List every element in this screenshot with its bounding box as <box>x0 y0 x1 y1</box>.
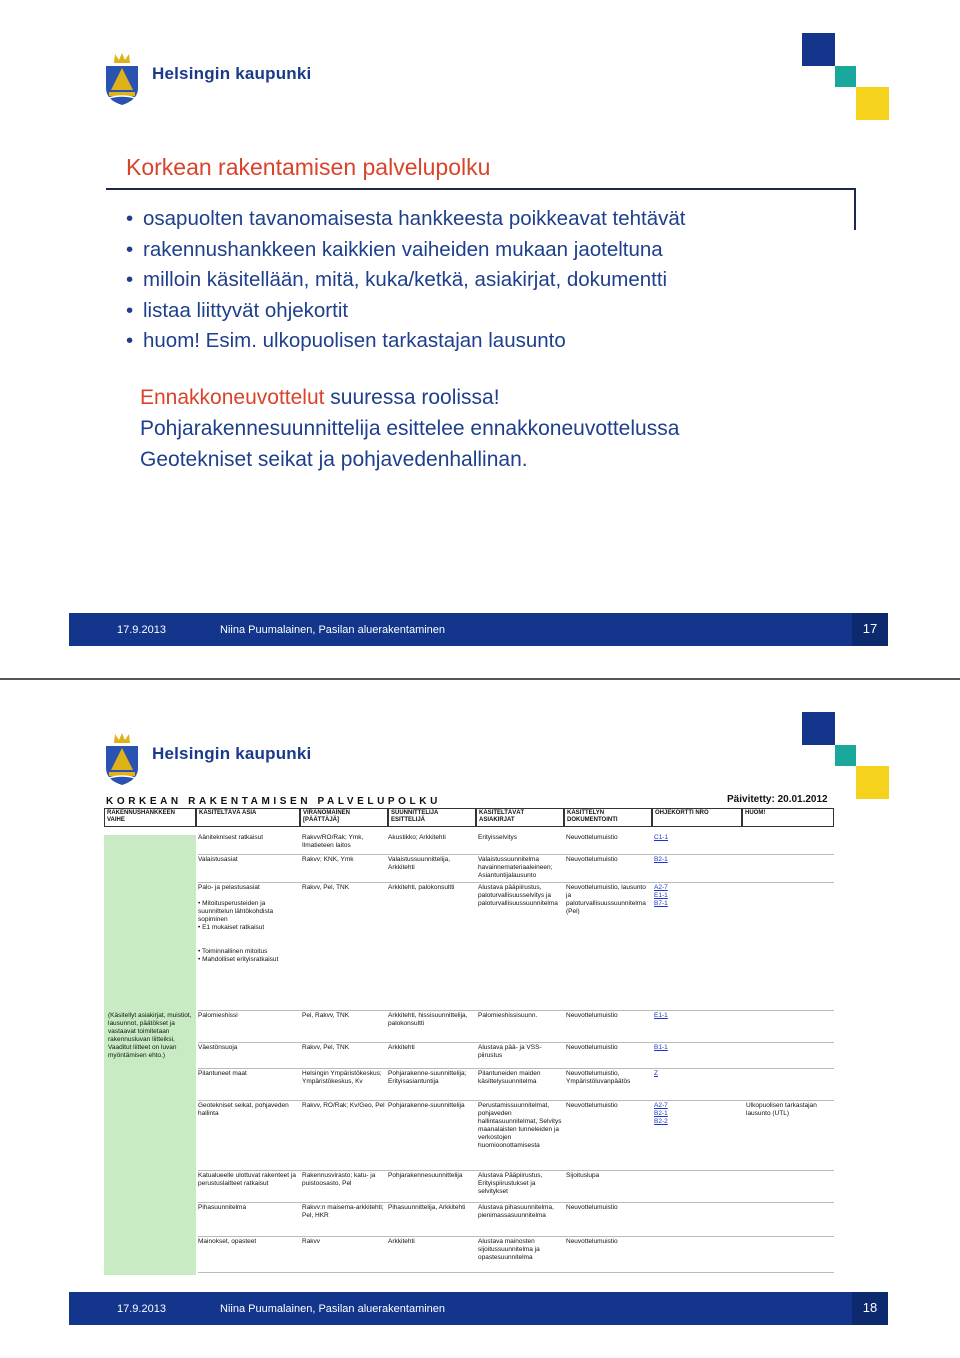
bullet-item: • osapuolten tavanomaisesta hankkeesta poikkeavat tehtävät <box>126 207 686 230</box>
table-cell: Arkkitehti <box>388 1238 415 1245</box>
bullet-item: • listaa liittyvät ohjekortit <box>126 298 349 322</box>
table-row <box>198 882 834 1011</box>
header-cell: KÄSITTELYN DOKUMENTOINTI <box>564 808 652 827</box>
table-cell: Valaistusasiat <box>198 856 238 863</box>
table-cell: Rakennusvirasto; katu- ja puistoosasto, Pel <box>302 1172 376 1187</box>
footer-date: 17.9.2013 <box>117 1303 166 1315</box>
table-cell[interactable]: Z <box>654 1070 658 1077</box>
table-cell[interactable]: A2-7 E1-1 B7-1 <box>654 884 668 907</box>
decor-square-blue <box>802 712 835 745</box>
table-cell: Pel, Rakvv, TNK <box>302 1012 350 1019</box>
table-cell: Neuvottelumuistio <box>566 1044 618 1051</box>
table-cell: Alustava pää- ja VSS-piirustus <box>478 1044 542 1059</box>
table-cell: Rakvv, Pel, TNK <box>302 884 350 891</box>
table-cell: Pohjarakennesuunnittelija <box>388 1172 463 1179</box>
decor-square-blue <box>802 33 835 66</box>
table-cell: Arkkitehti, palokonsultti <box>388 884 455 891</box>
slide-18 <box>0 680 960 1358</box>
bullet-item: • milloin käsitellään, mitä, kuka/ketkä, asiakirjat, dokumentti <box>126 268 668 291</box>
page-number: 18 <box>852 1292 888 1325</box>
city-name: Helsingin kaupunki <box>152 744 312 763</box>
phase-column <box>104 835 196 1275</box>
header-cell: KÄSITELTÄVÄT ASIAKIRJAT <box>476 808 564 827</box>
table-cell: Perustamissuunnitelmat, pohjaveden hallintasuunnitelmat, Selvitys maanalaisten tunneleiden ja verkostojen huomioonottamisesta <box>478 1102 562 1149</box>
table-row <box>198 1202 834 1237</box>
table-cell: Neuvottelumuistio <box>566 834 618 841</box>
table-cell: Pohjarakenne-suunnittelija; Erityisasiantuntija <box>388 1070 467 1085</box>
helsinki-crest-icon <box>103 730 141 786</box>
table-cell: Alustava pääpiirustus, paloturvallisuusselvitys ja paloturvallisuussuunnitelma <box>478 884 558 907</box>
table-cell: Alustava mainosten sijoitussuunnitelma ja opastesuunnitelma <box>478 1238 540 1261</box>
footer-bar <box>69 613 888 646</box>
table-cell: Neuvottelumuistio <box>566 856 618 863</box>
table-title: KORKEAN RAKENTAMISEN PALVELUPOLKU <box>106 796 441 807</box>
table-cell: Arkkitehti, hissisuunnittelija, palokonsultti <box>388 1012 468 1027</box>
header-cell: HUOM! <box>742 808 834 827</box>
table-cell: Rakvv:n maisema-arkkitehti; Pel, HKR <box>302 1204 384 1219</box>
footer-date: 17.9.2013 <box>117 624 166 636</box>
table-row <box>198 1068 834 1101</box>
table-row <box>198 1010 834 1043</box>
table-cell: Alustava pihasuunnitelma, pienimassasuunnitelma <box>478 1204 554 1219</box>
page-number: 17 <box>852 613 888 646</box>
table-cell: Geotekniset seikat, pohjaveden hallinta <box>198 1102 289 1117</box>
table-cell: Valaistussuunnitelma havainnemateriaaleineen; Asiantuntijalausunto <box>478 856 553 879</box>
slide-17 <box>0 0 960 678</box>
updated-date: Päivitetty: 20.01.2012 <box>727 794 828 805</box>
header-cell: OHJEKORTTI NRO <box>652 808 742 827</box>
table-cell: Mainokset, opasteet <box>198 1238 257 1245</box>
note-paragraph: Ennakkoneuvottelut suuressa roolissa! Pohjarakennesuunnittelija esittelee ennakkoneuvottelussa Geotekniset seikat ja pohjavedenhallinan. <box>140 386 680 471</box>
table-cell: Katualueelle ulottuvat rakenteet ja perustuslaitteet ratkaisut <box>198 1172 296 1187</box>
table-row <box>198 1100 834 1171</box>
table-row <box>198 832 834 855</box>
decor-square-yellow <box>856 766 889 799</box>
table-row <box>198 1042 834 1069</box>
table-cell: Arkkitehti <box>388 1044 415 1051</box>
decor-square-yellow <box>856 87 889 120</box>
table-cell: Rakvv/RO/Rak; Ymk, Ilmatieteen laitos <box>302 834 364 849</box>
table-cell: Erityisselvitys <box>478 834 518 841</box>
table-cell: Väestönsuoja <box>198 1044 238 1051</box>
footer-author: Niina Puumalainen, Pasilan aluerakentaminen <box>220 1303 446 1315</box>
table-cell: Pihasuunnittelija, Arkkitehti <box>388 1204 466 1211</box>
table-cell: Rakvv, Pel, TNK <box>302 1044 350 1051</box>
header-cell: VIRANOMAINEN [PÄÄTTÄJÄ] <box>300 808 388 827</box>
table-cell: Neuvottelumuistio <box>566 1238 618 1245</box>
table-cell: Palomieshissisuunn. <box>478 1012 538 1019</box>
table-cell: Neuvottelumuistio, lausunto ja paloturvallisuussuunnitelma (Pel) <box>566 884 646 915</box>
helsinki-crest-icon <box>103 50 141 106</box>
table-cell: Palomieshissi <box>198 1012 238 1019</box>
table-cell[interactable]: C1-1 <box>654 834 669 841</box>
table-cell[interactable]: B1-1 <box>654 1044 668 1051</box>
header-cell: KÄSITELTÄVÄ ASIA <box>196 808 300 827</box>
decor-square-teal <box>835 66 856 87</box>
city-name: Helsingin kaupunki <box>152 64 312 83</box>
bullet-list <box>126 204 846 357</box>
table-cell: Alustava Pääpiirustus, Erityispiirustukset ja selvitykset <box>478 1172 543 1195</box>
table-cell[interactable]: B2-1 <box>654 856 668 863</box>
footer-bar <box>69 1292 888 1325</box>
table-row <box>198 854 834 883</box>
table-cell: Neuvottelumuistio <box>566 1012 618 1019</box>
table-cell[interactable]: E1-1 <box>654 1012 668 1019</box>
table-cell: Rakvv, RO/Rak; Kv/Geo, Pel <box>302 1102 385 1109</box>
table-cell: Sijoituslupa <box>566 1172 600 1179</box>
table-cell: Valaistussuunnittelija, Arkkitehti <box>388 856 451 871</box>
table-cell: Palo- ja pelastusasiat • Mitoitusperusteiden ja suunnittelun lähtökohdista sopiminen • E1 mukaiset ratkaisut • Toiminnallinen mitoitus • Mahdolliset erityisratkaisut <box>198 884 279 963</box>
table-cell: Neuvottelumuistio, Ympäristöluvanpäätös <box>566 1070 631 1085</box>
table-row <box>198 1236 834 1273</box>
slide-title: Korkean rakentamisen palvelupolku <box>126 154 491 180</box>
table-cell: Akustikko; Arkkitehti <box>388 834 446 841</box>
title-rule-corner <box>854 188 856 230</box>
table-cell: Pilantuneiden maiden käsittelysuunnitelma <box>478 1070 541 1085</box>
table-cell: Ääniteknisest ratkaisut <box>198 834 264 841</box>
table-cell: Pihasuunnitelma <box>198 1204 247 1211</box>
table-cell: Pilantuneet maat <box>198 1070 247 1077</box>
table-cell[interactable]: A2-7 B2-1 B2-2 <box>654 1102 668 1125</box>
table-cell: Neuvottelumuistio <box>566 1204 618 1211</box>
header-cell: RAKENNUSHANKKEEN VAIHE <box>104 808 196 827</box>
table-cell: Pohjarakenne-suunnittelija <box>388 1102 465 1109</box>
table-cell: Rakvv <box>302 1238 321 1245</box>
header-cell: SUUNNITTELIJA ESITTELIJÄ <box>388 808 476 827</box>
decor-square-teal <box>835 745 856 766</box>
table-cell: Ulkopuolisen tarkastajan lausunto (UTL) <box>746 1102 817 1117</box>
footer-author: Niina Puumalainen, Pasilan aluerakentaminen <box>220 624 446 636</box>
phase-note: (Käsitellyt asiakirjat, muistiot, lausunnot, päätökset ja vastaavat toimitetaan rakennusluvan liitteiksi, Vaaditut liitteet on luvan myöntämisen ehto.) <box>108 1012 192 1059</box>
table-cell: Neuvottelumuistio <box>566 1102 618 1109</box>
table-row <box>198 1170 834 1203</box>
title-rule <box>106 188 856 190</box>
bullet-item: • rakennushankkeen kaikkien vaiheiden mukaan jaoteltuna <box>126 237 663 261</box>
table-cell: Rakvv; KNK, Ymk <box>302 856 354 863</box>
table-cell: Helsingin Ympäristökeskus; Ympäristökeskus, Kv <box>302 1070 382 1085</box>
bullet-item: • huom! Esim. ulkopuolisen tarkastajan lausunto <box>126 329 566 352</box>
highlight-text: Ennakkoneuvottelut <box>140 386 325 409</box>
